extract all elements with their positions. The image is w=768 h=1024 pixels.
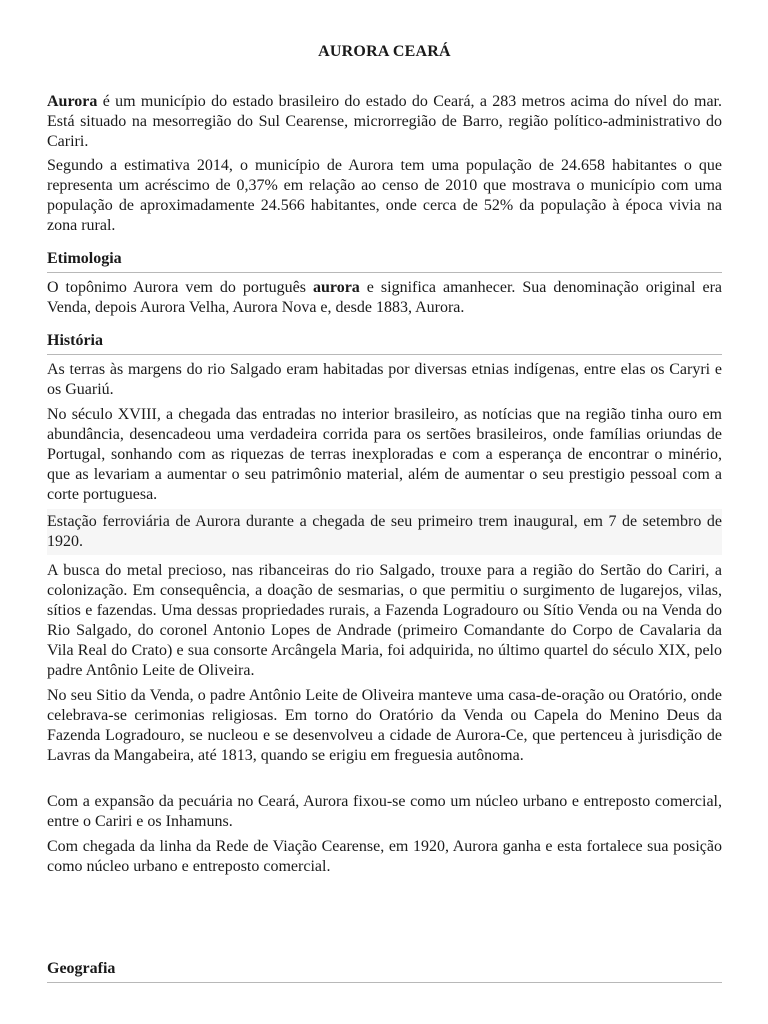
etimologia-text-after: e significa amanhecer. Sua denominação original era Venda, depois Aurora Velha, Aurora Nova e, desde 1883, Aurora. <box>47 279 723 316</box>
intro-bold-term: Aurora <box>47 93 98 110</box>
section-heading-etimologia: Etimologia <box>47 249 722 273</box>
historia-paragraph-4: No seu Sitio da Venda, o padre Antônio Leite de Oliveira manteve uma casa-de-oração ou Oratório, onde celebrava-se cerimonias religiosas. Em torno do Oratório da Venda ou Capela do Menino Deus da Fazenda Logradouro, se nucleou e se desenvolveu a cidade de Aurora-Ce, que pertenceu à jurisdição de Lavras da Mangabeira, até 1813, quando se erigiu em freguesia autônoma. <box>47 687 722 764</box>
population-paragraph: Segundo a estimativa 2014, o município de Aurora tem uma população de 24.658 habitantes o que representa um acréscimo de 0,37% em relação ao censo de 2010 que mostrava o município com uma população de aproximadamente 24.566 habitantes, onde cerca de 52% da população à época vivia na zona rural. <box>47 157 722 234</box>
document-title: AURORA CEARÁ <box>318 43 451 60</box>
section-heading-geografia: Geografia <box>47 959 722 983</box>
historia-paragraph-6: Com chegada da linha da Rede de Viação Cearense, em 1920, Aurora ganha e esta fortalece sua posição como núcleo urbano e entreposto comercial. <box>47 838 722 875</box>
etimologia-bold-term: aurora <box>312 279 360 296</box>
historia-paragraph-1: As terras às margens do rio Salgado eram habitadas por diversas etnias indígenas, entre elas os Caryri e os Guariú. <box>47 361 722 398</box>
historia-paragraph-3: A busca do metal precioso, nas ribanceiras do rio Salgado, trouxe para a região do Sertão do Cariri, a colonização. Em consequência, a doação de sesmarias, o que permitiu o surgimento de lugarejos, vilas, sítios e fazendas. Uma dessas propriedades rurais, a Fazenda Logradouro ou Sítio Venda ou na Venda do Rio Salgado, do coronel Antonio Lopes de Andrade (primeiro Comandante do Corpo de Cavalaria da Vila Real do Crato) e sua consorte Arcângela Maria, foi adquirida, no último quartel do século XIX, pelo padre Antônio Leite de Oliveira. <box>47 562 722 679</box>
intro-text: é um município do estado brasileiro do estado do Ceará, a 283 metros acima do nível do mar. Está situado na mesorregião do Sul Cearense, microrregião de Barro, região político-administrativo do Cariri. <box>47 93 722 150</box>
image-caption: Estação ferroviária de Aurora durante a chegada de seu primeiro trem inaugural, em 7 de setembro de 1920. <box>47 513 722 550</box>
historia-paragraph-5: Com a expansão da pecuária no Ceará, Aurora fixou-se como um núcleo urbano e entreposto comercial, entre o Cariri e os Inhamuns. <box>47 793 722 830</box>
etimologia-paragraph <box>47 278 722 318</box>
etimologia-text-before: O topônimo Aurora vem do português <box>47 279 313 296</box>
section-heading-historia: História <box>47 331 722 355</box>
historia-paragraph-2: No século XVIII, a chegada das entradas no interior brasileiro, as notícias que na região tinha ouro em abundância, desencadeou uma verdadeira corrida para os sertões brasileiros, onde famílias oriundas de Portugal, sonhando com as riquezas de terras inexploradas e com a esperança de encontrar o minério, que as levariam a aumentar o seu patrimônio material, além de aumentar o seu prestigio pessoal com a corte portuguesa. <box>47 406 722 503</box>
intro-paragraph <box>47 92 722 152</box>
